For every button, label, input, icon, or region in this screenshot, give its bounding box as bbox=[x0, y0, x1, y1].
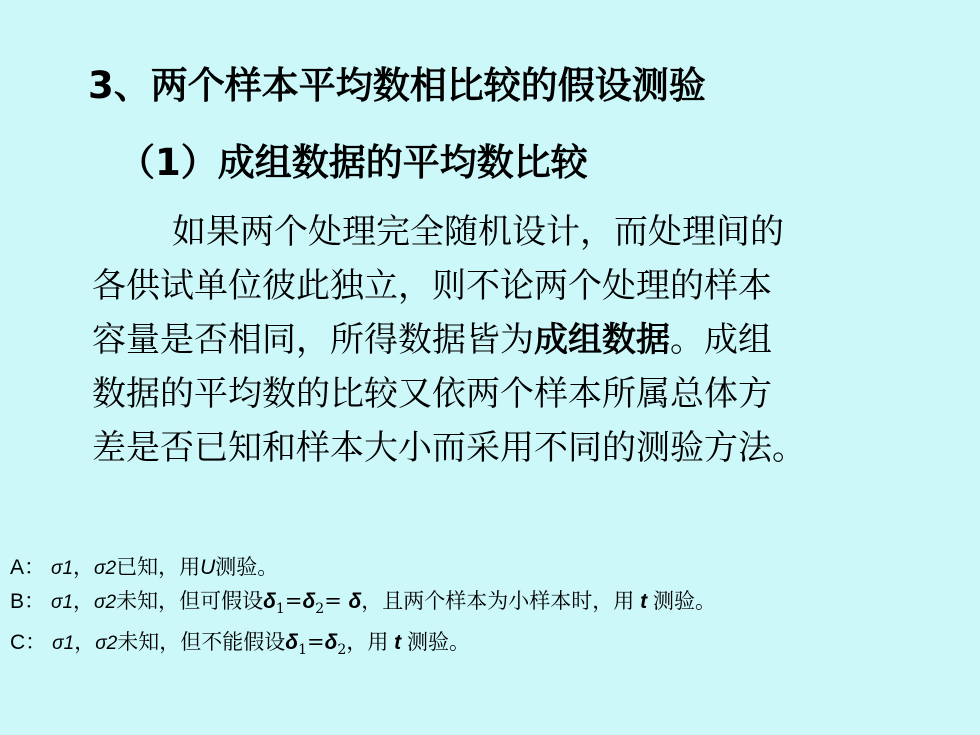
u-test-symbol: U bbox=[200, 556, 216, 579]
case-b bbox=[10, 585, 716, 626]
slide-subtitle: （1）成组数据的平均数比较 bbox=[118, 141, 588, 184]
sigma-2: σ2 bbox=[95, 633, 118, 655]
sigma-1: σ1 bbox=[51, 592, 74, 613]
separator: ， bbox=[73, 589, 95, 613]
paragraph-line-2: 各供试单位彼此独立，则不论两个处理的样本 bbox=[92, 266, 772, 306]
equals-sign: = bbox=[324, 589, 349, 613]
delta: δ bbox=[348, 590, 362, 613]
case-c-text-1: 未知，但不能假设 bbox=[117, 630, 286, 655]
case-c-label: C： bbox=[10, 631, 47, 655]
case-b-label: B： bbox=[10, 590, 46, 613]
t-test-symbol: t bbox=[388, 631, 408, 655]
equals-sign: = bbox=[284, 589, 303, 613]
case-a bbox=[10, 551, 716, 585]
delta-2: δ bbox=[324, 631, 338, 655]
paragraph-line-3-start: 容量是否相同，所得数据皆为 bbox=[92, 320, 534, 360]
case-a-label: A： bbox=[10, 556, 46, 579]
paragraph-line-5: 差是否已知和样本大小而采用不同的测验方法。 bbox=[92, 428, 806, 468]
grouped-data-term: 成组数据 bbox=[534, 320, 670, 360]
subscript-2: 2 bbox=[337, 642, 347, 659]
case-c bbox=[10, 626, 716, 667]
equals-sign: = bbox=[306, 630, 325, 655]
subscript-1: 1 bbox=[298, 642, 307, 659]
case-a-text-1: 已知，用 bbox=[116, 555, 201, 579]
paragraph-line-3-end: 。成组 bbox=[670, 320, 772, 360]
subscript-2: 2 bbox=[315, 601, 325, 618]
paragraph-line-4: 数据的平均数的比较又依两个样本所属总体方 bbox=[92, 374, 772, 414]
delta-1: δ bbox=[263, 590, 276, 613]
case-b-text-3: 测验。 bbox=[652, 589, 716, 613]
delta-1: δ bbox=[285, 631, 299, 655]
sigma-1: σ1 bbox=[51, 558, 74, 579]
t-test-symbol: t bbox=[634, 590, 653, 613]
separator: ， bbox=[74, 630, 96, 655]
sigma-2: σ2 bbox=[94, 592, 117, 613]
delta-2: δ bbox=[302, 590, 316, 613]
separator: ， bbox=[73, 555, 95, 579]
subscript-1: 1 bbox=[275, 601, 285, 618]
case-list bbox=[10, 551, 716, 667]
case-b-text-1: 未知，但可假设 bbox=[116, 589, 264, 613]
slide-title: 3、两个样本平均数相比较的假设测验 bbox=[88, 64, 706, 107]
paragraph-line-1: 如果两个处理完全随机设计，而处理间的 bbox=[172, 212, 784, 252]
paragraph-line-3 bbox=[92, 313, 892, 367]
case-b-text-2: ，且两个样本为小样本时，用 bbox=[361, 589, 635, 613]
sigma-1: σ1 bbox=[52, 633, 75, 655]
body-paragraph bbox=[92, 205, 892, 475]
sigma-2: σ2 bbox=[94, 558, 117, 579]
case-a-text-2: 测验。 bbox=[215, 555, 279, 579]
case-c-text-3: 测验。 bbox=[407, 630, 471, 655]
case-c-text-2: ，用 bbox=[346, 630, 389, 655]
